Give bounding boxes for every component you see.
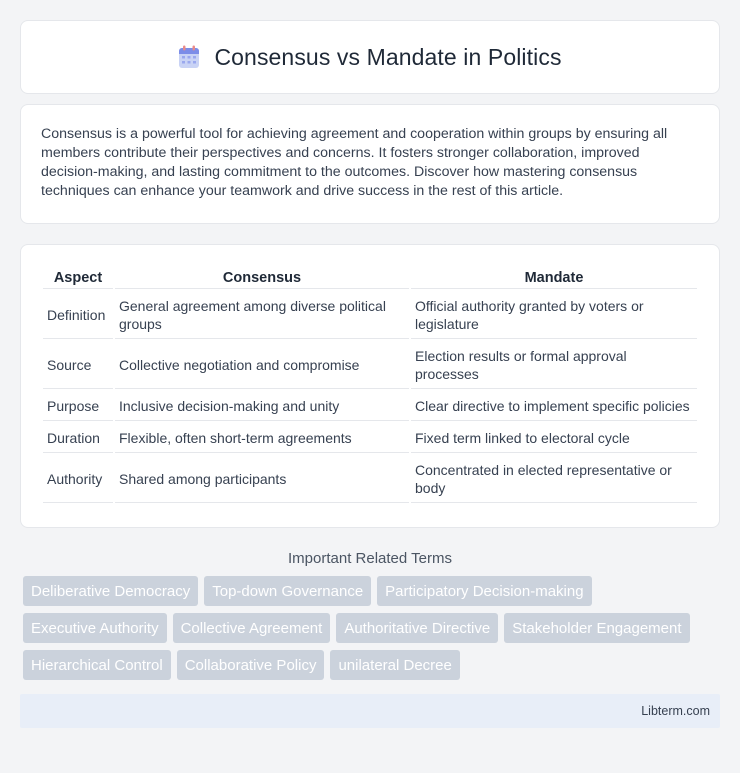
column-header-consensus: Consensus — [115, 267, 409, 289]
intro-text: Consensus is a powerful tool for achieving agreement and cooperation within groups by ensuring all members contribute their perspectives and concerns. It fosters stronger collaboration, improved decision-making, and lasting commitment to the outcomes. Discover how mastering consensus techniques can enhance your teamwork and drive success in the rest of this article. — [41, 126, 668, 199]
related-term-tag[interactable]: Top-down Governance — [204, 576, 371, 606]
table-row — [43, 455, 697, 503]
related-term-tag[interactable]: Stakeholder Engagement — [504, 613, 689, 643]
consensus-cell: Inclusive decision-making and unity — [115, 391, 409, 421]
related-term-tag[interactable]: Collaborative Policy — [177, 650, 325, 680]
calendar-icon — [178, 45, 200, 69]
consensus-cell: Flexible, often short-term agreements — [115, 423, 409, 453]
related-term-tag[interactable]: Executive Authority — [23, 613, 167, 643]
consensus-cell: Collective negotiation and compromise — [115, 341, 409, 389]
mandate-cell: Concentrated in elected representative or body — [411, 455, 697, 503]
related-terms-title: Important Related Terms — [288, 550, 452, 567]
aspect-cell: Definition — [43, 291, 113, 339]
related-term-tag[interactable]: Collective Agreement — [173, 613, 331, 643]
column-header-mandate: Mandate — [411, 267, 697, 289]
related-term-tag[interactable]: unilateral Decree — [330, 650, 459, 680]
related-terms-list — [20, 576, 720, 680]
mandate-cell: Official authority granted by voters or legislature — [411, 291, 697, 339]
table-row — [43, 341, 697, 389]
related-term-tag[interactable]: Deliberative Democracy — [23, 576, 198, 606]
table-row — [43, 291, 697, 339]
footer-brand-link[interactable]: Libterm.com — [641, 704, 710, 718]
aspect-cell: Purpose — [43, 391, 113, 421]
mandate-cell: Clear directive to implement specific policies — [411, 391, 697, 421]
consensus-cell: General agreement among diverse political groups — [115, 291, 409, 339]
mandate-cell: Election results or formal approval processes — [411, 341, 697, 389]
related-term-tag[interactable]: Participatory Decision-making — [377, 576, 591, 606]
related-term-tag[interactable]: Authoritative Directive — [336, 613, 498, 643]
table-header-row — [43, 267, 697, 289]
column-header-aspect: Aspect — [43, 267, 113, 289]
page-footer — [20, 694, 720, 728]
comparison-table — [41, 265, 699, 505]
aspect-cell: Source — [43, 341, 113, 389]
table-row — [43, 391, 697, 421]
related-term-tag[interactable]: Hierarchical Control — [23, 650, 171, 680]
aspect-cell: Authority — [43, 455, 113, 503]
table-row — [43, 423, 697, 453]
consensus-cell: Shared among participants — [115, 455, 409, 503]
comparison-table-card — [20, 244, 720, 528]
intro-card — [20, 104, 720, 224]
page-header — [20, 20, 720, 94]
page-title: Consensus vs Mandate in Politics — [214, 43, 562, 70]
aspect-cell: Duration — [43, 423, 113, 453]
mandate-cell: Fixed term linked to electoral cycle — [411, 423, 697, 453]
